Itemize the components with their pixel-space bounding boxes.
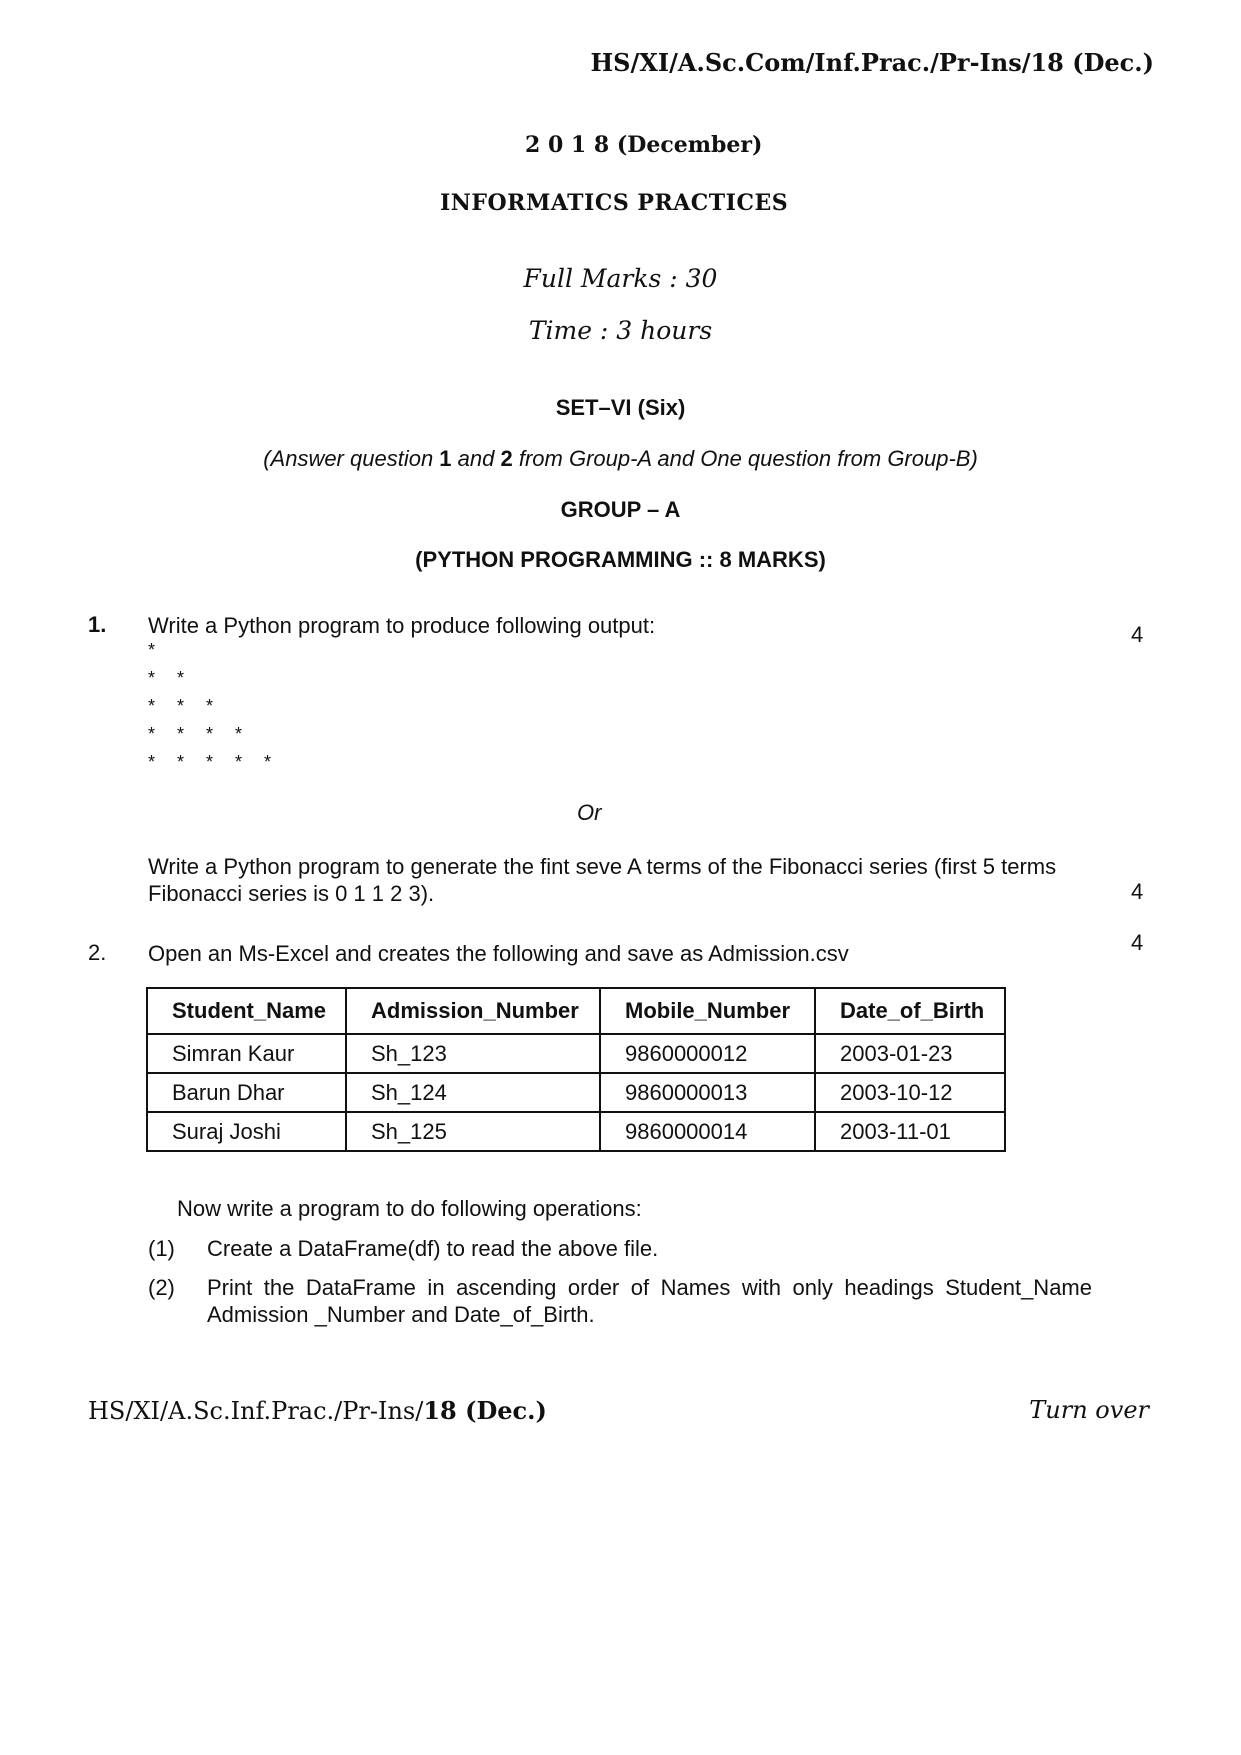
table-header-row: [147, 988, 1005, 1034]
table-header-cell: Admission_Number: [346, 988, 600, 1034]
table-cell: 2003-10-12: [815, 1073, 1005, 1112]
star: *: [148, 640, 156, 660]
op-2-text: Print the DataFrame in ascending order of Names with only headings Student_Name Admission _Number and Date_of_Birth.: [207, 1275, 1092, 1327]
q2-text: Open an Ms-Excel and creates the following and save as Admission.csv: [148, 941, 849, 966]
op-1-text: Create a DataFrame(df) to read the above file.: [207, 1236, 659, 1261]
admission-table: [146, 987, 1006, 1152]
op-2-number: (2): [148, 1275, 175, 1300]
star: *: [148, 724, 156, 744]
footer-code-prefix: HS/XI/A.Sc.Inf.Prac./Pr-Ins/: [88, 1397, 424, 1425]
set-label: SET–VI (Six): [555, 395, 686, 420]
full-marks: Full Marks : 30: [523, 264, 718, 293]
table-header-cell: Mobile_Number: [600, 988, 815, 1034]
table-header-cell: Date_of_Birth: [815, 988, 1005, 1034]
table-row: [147, 1073, 1005, 1112]
or-separator: Or: [577, 800, 602, 825]
group-heading: GROUP – A: [560, 497, 681, 522]
table-cell: Sh_125: [346, 1112, 600, 1151]
instruction-pre: (Answer question: [263, 446, 440, 471]
star-row-2: [148, 668, 206, 689]
section-heading: (PYTHON PROGRAMMING :: 8 MARKS): [415, 547, 826, 572]
star: *: [264, 752, 272, 772]
instruction-q2: 2: [500, 446, 513, 471]
footer-code: [88, 1396, 547, 1425]
table-cell: Sh_124: [346, 1073, 600, 1112]
paper-code: HS/XI/A.Sc.Com/Inf.Prac./Pr-Ins/18 (Dec.): [590, 48, 1154, 77]
footer-code-bold: 18 (Dec.): [423, 1396, 547, 1425]
star-row-5: [148, 752, 293, 773]
star: *: [206, 696, 214, 716]
q1-marks: 4: [1131, 622, 1144, 647]
star: *: [235, 752, 243, 772]
subject-title: INFORMATICS PRACTICES: [440, 190, 789, 216]
star: *: [206, 752, 214, 772]
star-row-1: [148, 640, 177, 661]
exam-time: Time : 3 hours: [528, 316, 713, 345]
table-row: [147, 1034, 1005, 1073]
star: *: [177, 752, 185, 772]
star: *: [148, 668, 156, 688]
table-cell: 2003-01-23: [815, 1034, 1005, 1073]
turn-over: Turn over: [1029, 1396, 1149, 1424]
star: *: [235, 724, 243, 744]
table-row: [147, 1112, 1005, 1151]
answer-instruction: [0, 446, 1241, 472]
instruction-q1: 1: [439, 446, 452, 471]
star: *: [148, 696, 156, 716]
star-row-4: [148, 724, 264, 745]
table-cell: Suraj Joshi: [147, 1112, 346, 1151]
table-cell: 9860000014: [600, 1112, 815, 1151]
instruction-post: from Group-A and One question from Group-B): [512, 446, 978, 471]
star: *: [177, 668, 185, 688]
exam-year: 2 0 1 8 (December): [525, 132, 763, 158]
table-cell: Barun Dhar: [147, 1073, 346, 1112]
star: *: [177, 696, 185, 716]
table-cell: Simran Kaur: [147, 1034, 346, 1073]
q2-number: 2.: [88, 940, 107, 965]
instruction-and: and: [451, 446, 501, 471]
table-header-cell: Student_Name: [147, 988, 346, 1034]
table-cell: 9860000012: [600, 1034, 815, 1073]
table-cell: 9860000013: [600, 1073, 815, 1112]
star: *: [177, 724, 185, 744]
op-1-number: (1): [148, 1236, 175, 1261]
star: *: [148, 752, 156, 772]
table-cell: 2003-11-01: [815, 1112, 1005, 1151]
q1-alt-marks: 4: [1131, 879, 1144, 904]
q1-text: Write a Python program to produce following output:: [148, 613, 656, 638]
q1-number: 1.: [88, 612, 107, 637]
q1-alt-text: Write a Python program to generate the fint seve A terms of the Fibonacci series (first 5 terms Fibonacci series is 0 1 1 2 3).: [148, 854, 1057, 906]
star-row-3: [148, 696, 235, 717]
q2-marks: 4: [1131, 930, 1144, 955]
q2-followup: Now write a program to do following operations:: [177, 1196, 642, 1221]
table-cell: Sh_123: [346, 1034, 600, 1073]
star: *: [206, 724, 214, 744]
